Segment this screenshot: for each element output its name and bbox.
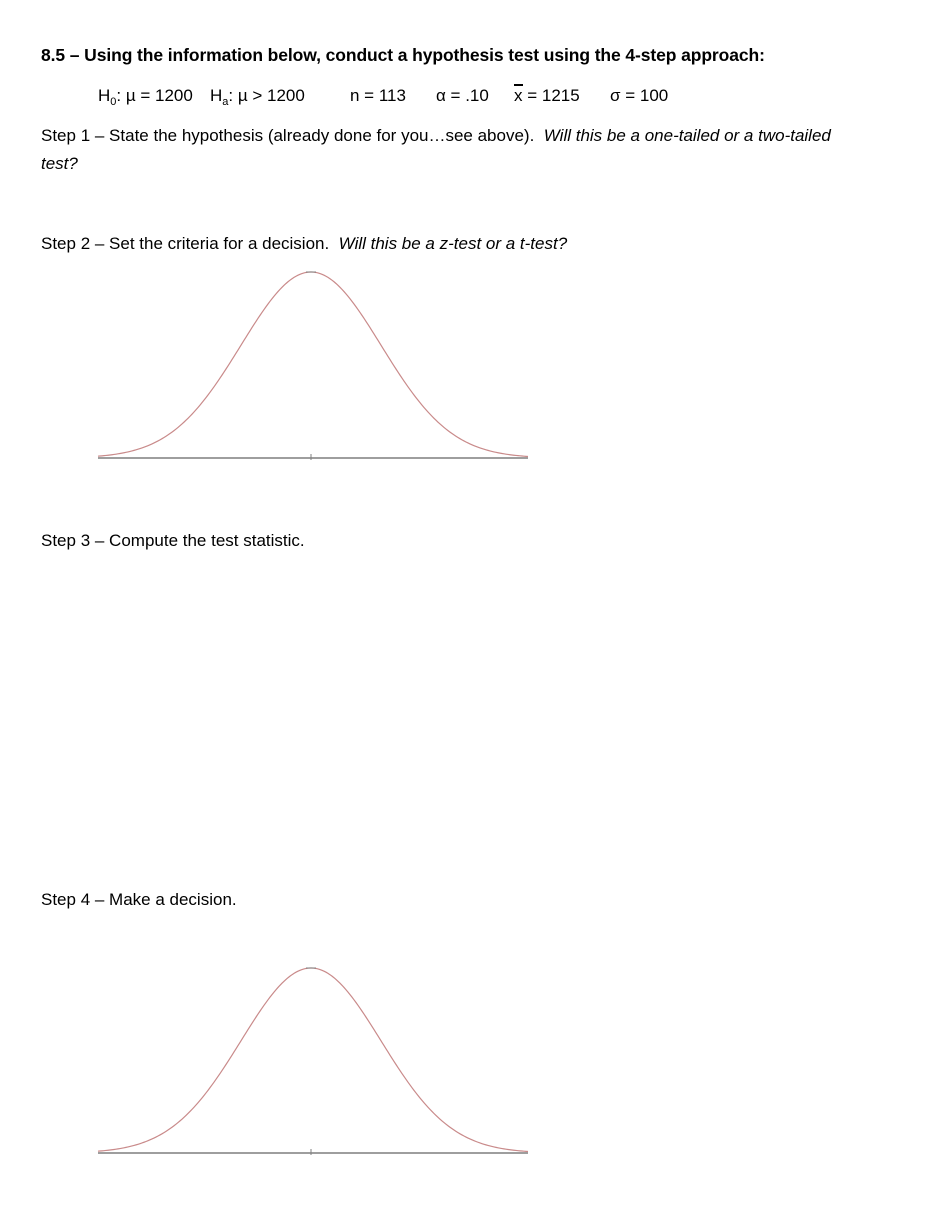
population-sd: σ = 100 [610, 86, 669, 105]
alpha-level: α = .10 [436, 86, 489, 105]
bell-curve [98, 968, 528, 1151]
bell-curve [98, 272, 528, 456]
step-4 [41, 886, 861, 914]
step-3-text: Step 3 – Compute the test statistic. [41, 531, 305, 550]
step-1-question: Will this be a one-tailed or a two-tailed test? [41, 126, 831, 173]
step-2-text: Step 2 – Set the criteria for a decision. [41, 234, 330, 253]
step-1-text: Step 1 – State the hypothesis (already done for you…see above). [41, 126, 535, 145]
step-2 [41, 230, 861, 258]
normal-curve-step-2[interactable] [96, 268, 530, 464]
sample-size: n = 113 [350, 86, 406, 105]
normal-curve-step-4[interactable] [96, 964, 530, 1160]
step-3 [41, 527, 861, 555]
problem-title: 8.5 – Using the information below, conduct a hypothesis test using the 4-step approach: [41, 45, 765, 65]
sample-mean: x = 1215 [514, 86, 580, 105]
step-1 [41, 122, 861, 178]
alternative-hypothesis: $H_a$: µ > 1200 [210, 86, 305, 108]
step-4-text: Step 4 – Make a decision. [41, 890, 237, 909]
step-2-question: Will this be a z-test or a t-test? [338, 234, 568, 253]
null-hypothesis: $H_0$: µ = 1200 [98, 86, 193, 108]
